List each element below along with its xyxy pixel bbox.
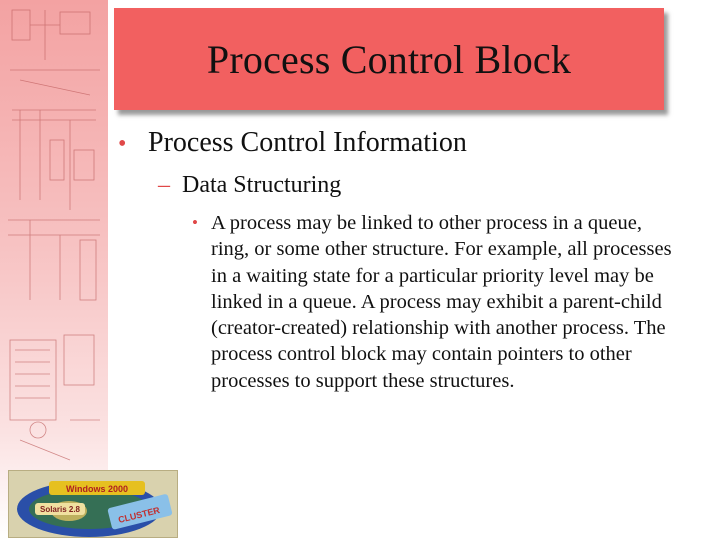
bullet-level3 xyxy=(192,210,682,394)
cluster-logo xyxy=(8,470,178,538)
logo-text-bottom: Solaris 2.8 xyxy=(39,505,81,514)
circuit-diagram-decoration xyxy=(0,0,108,540)
bullet-level2 xyxy=(158,172,341,199)
bullet-dash-icon: – xyxy=(158,172,170,198)
logo-text-top: Windows 2000 xyxy=(66,484,128,494)
bullet-dot-icon: • xyxy=(118,131,127,157)
bullet-level3-text: A process may be linked to other process in a queue, ring, or some other structure. For example, all processes in a waiting state for a particular priority level may be linked in a queue. A process may exhibit a parent-child (creator-created) relationship with another process. The process control block may contain pointers to other processes to support these structures. xyxy=(211,212,672,392)
slide-title-box xyxy=(114,8,664,110)
bullet-level1-text: Process Control Information xyxy=(148,127,467,158)
slide-title: Process Control Block xyxy=(206,36,572,82)
logo-text-right: CLUSTER xyxy=(117,505,161,525)
bullet-level1 xyxy=(118,127,467,159)
bullet-level2-text: Data Structuring xyxy=(182,172,342,198)
decorative-side-strip xyxy=(0,0,108,540)
bullet-dot-icon: • xyxy=(192,213,198,232)
globe-logo-icon xyxy=(9,471,177,537)
